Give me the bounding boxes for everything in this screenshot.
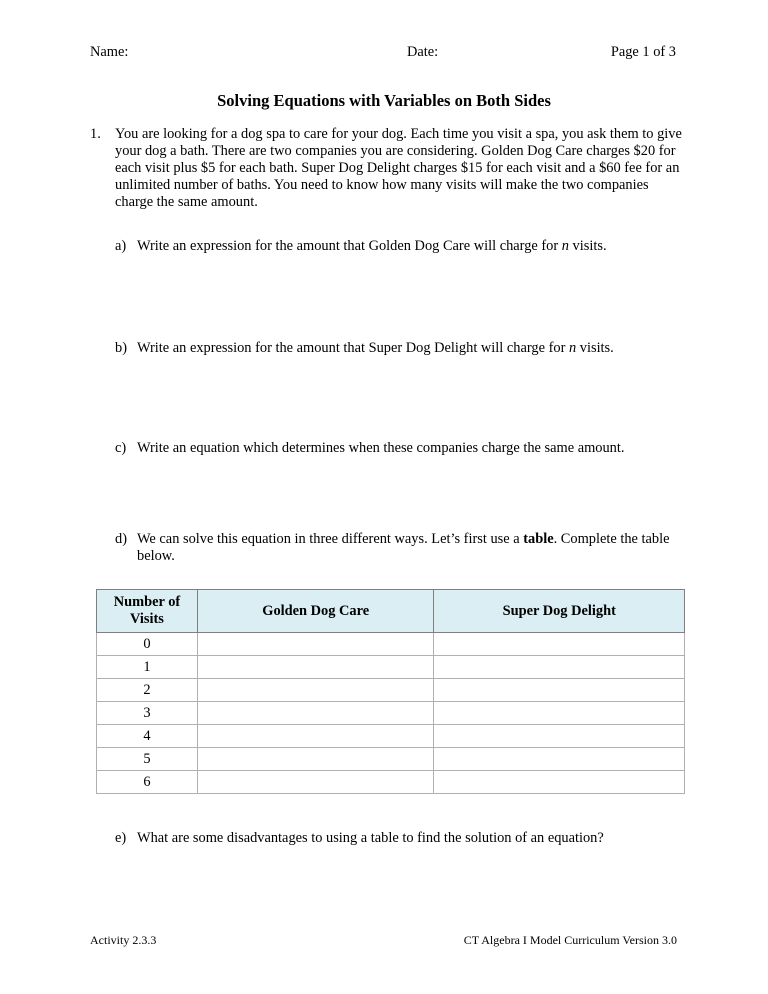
part-b-letter: b)	[115, 340, 127, 356]
page-number: Page 1 of 3	[610, 44, 676, 60]
golden-dog-care-cell[interactable]	[197, 702, 434, 725]
table-row	[97, 702, 685, 725]
part-b-text-after: visits.	[576, 340, 614, 356]
super-dog-delight-cell[interactable]	[434, 679, 685, 702]
super-dog-delight-cell[interactable]	[434, 725, 685, 748]
visits-cell: 2	[97, 679, 198, 702]
super-dog-delight-cell[interactable]	[434, 633, 685, 656]
column-header-golden-dog-care: Golden Dog Care	[197, 590, 434, 633]
column-header-visits: Number of Visits	[97, 590, 198, 633]
part-a-text-after: visits.	[568, 238, 607, 254]
part-a-prompt	[137, 238, 677, 255]
golden-dog-care-cell[interactable]	[197, 633, 434, 656]
visits-cell: 5	[97, 748, 198, 771]
part-a-text-before: Write an expression for the amount that Golden Dog Care will charge for	[137, 238, 562, 254]
golden-dog-care-cell[interactable]	[197, 725, 434, 748]
visits-cell: 1	[97, 656, 198, 679]
golden-dog-care-cell[interactable]	[197, 771, 434, 794]
name-label: Name:	[90, 44, 129, 60]
part-b-text-before: Write an expression for the amount that Super Dog Delight will charge for	[137, 340, 569, 356]
table-row	[97, 748, 685, 771]
table-row	[97, 633, 685, 656]
part-b-variable: n	[568, 340, 577, 356]
part-d-prompt	[137, 531, 677, 565]
visits-cell: 6	[97, 771, 198, 794]
visits-cell: 0	[97, 633, 198, 656]
table-header-row	[97, 590, 685, 633]
part-a-variable: n	[561, 238, 569, 254]
golden-dog-care-cell[interactable]	[197, 656, 434, 679]
visits-cell: 3	[97, 702, 198, 725]
golden-dog-care-cell[interactable]	[197, 748, 434, 771]
super-dog-delight-cell[interactable]	[434, 771, 685, 794]
footer-activity: Activity 2.3.3	[90, 933, 157, 947]
column-header-super-dog-delight: Super Dog Delight	[434, 590, 685, 633]
question-text: You are looking for a dog spa to care for your dog. Each time you visit a spa, you ask them to give your dog a bath. There are two companies you are considering. Golden Dog Care charges $20 for each visit plus $5 for each bath. Super Dog Delight charges $15 for each visit and a $60 fee for an unlimited number of baths. You need to know how many visits will make the two companies charge the same amount.	[115, 126, 682, 210]
visits-cell: 4	[97, 725, 198, 748]
visits-table	[96, 589, 685, 794]
table-row	[97, 679, 685, 702]
part-d-text-after: . Complete the table below.	[137, 531, 670, 564]
table-row	[97, 725, 685, 748]
golden-dog-care-cell[interactable]	[197, 679, 434, 702]
super-dog-delight-cell[interactable]	[434, 656, 685, 679]
table-row	[97, 771, 685, 794]
part-e-letter: e)	[115, 830, 127, 846]
part-c-prompt: Write an equation which determines when these companies charge the same amount.	[137, 440, 625, 456]
table-row	[97, 656, 685, 679]
part-c-letter: c)	[115, 440, 127, 456]
super-dog-delight-cell[interactable]	[434, 748, 685, 771]
super-dog-delight-cell[interactable]	[434, 702, 685, 725]
date-label: Date:	[407, 44, 439, 60]
part-d-text-before: We can solve this equation in three different ways. Let’s first use a	[137, 531, 524, 547]
worksheet-title: Solving Equations with Variables on Both Sides	[217, 91, 551, 110]
footer-curriculum: CT Algebra I Model Curriculum Version 3.0	[463, 933, 677, 947]
part-a-letter: a)	[115, 238, 127, 254]
part-d-letter: d)	[115, 531, 127, 547]
part-d-bold-word: table	[523, 531, 554, 547]
part-b-prompt	[137, 340, 677, 357]
question-number: 1.	[90, 126, 101, 142]
part-e-prompt: What are some disadvantages to using a table to find the solution of an equation?	[137, 830, 604, 846]
